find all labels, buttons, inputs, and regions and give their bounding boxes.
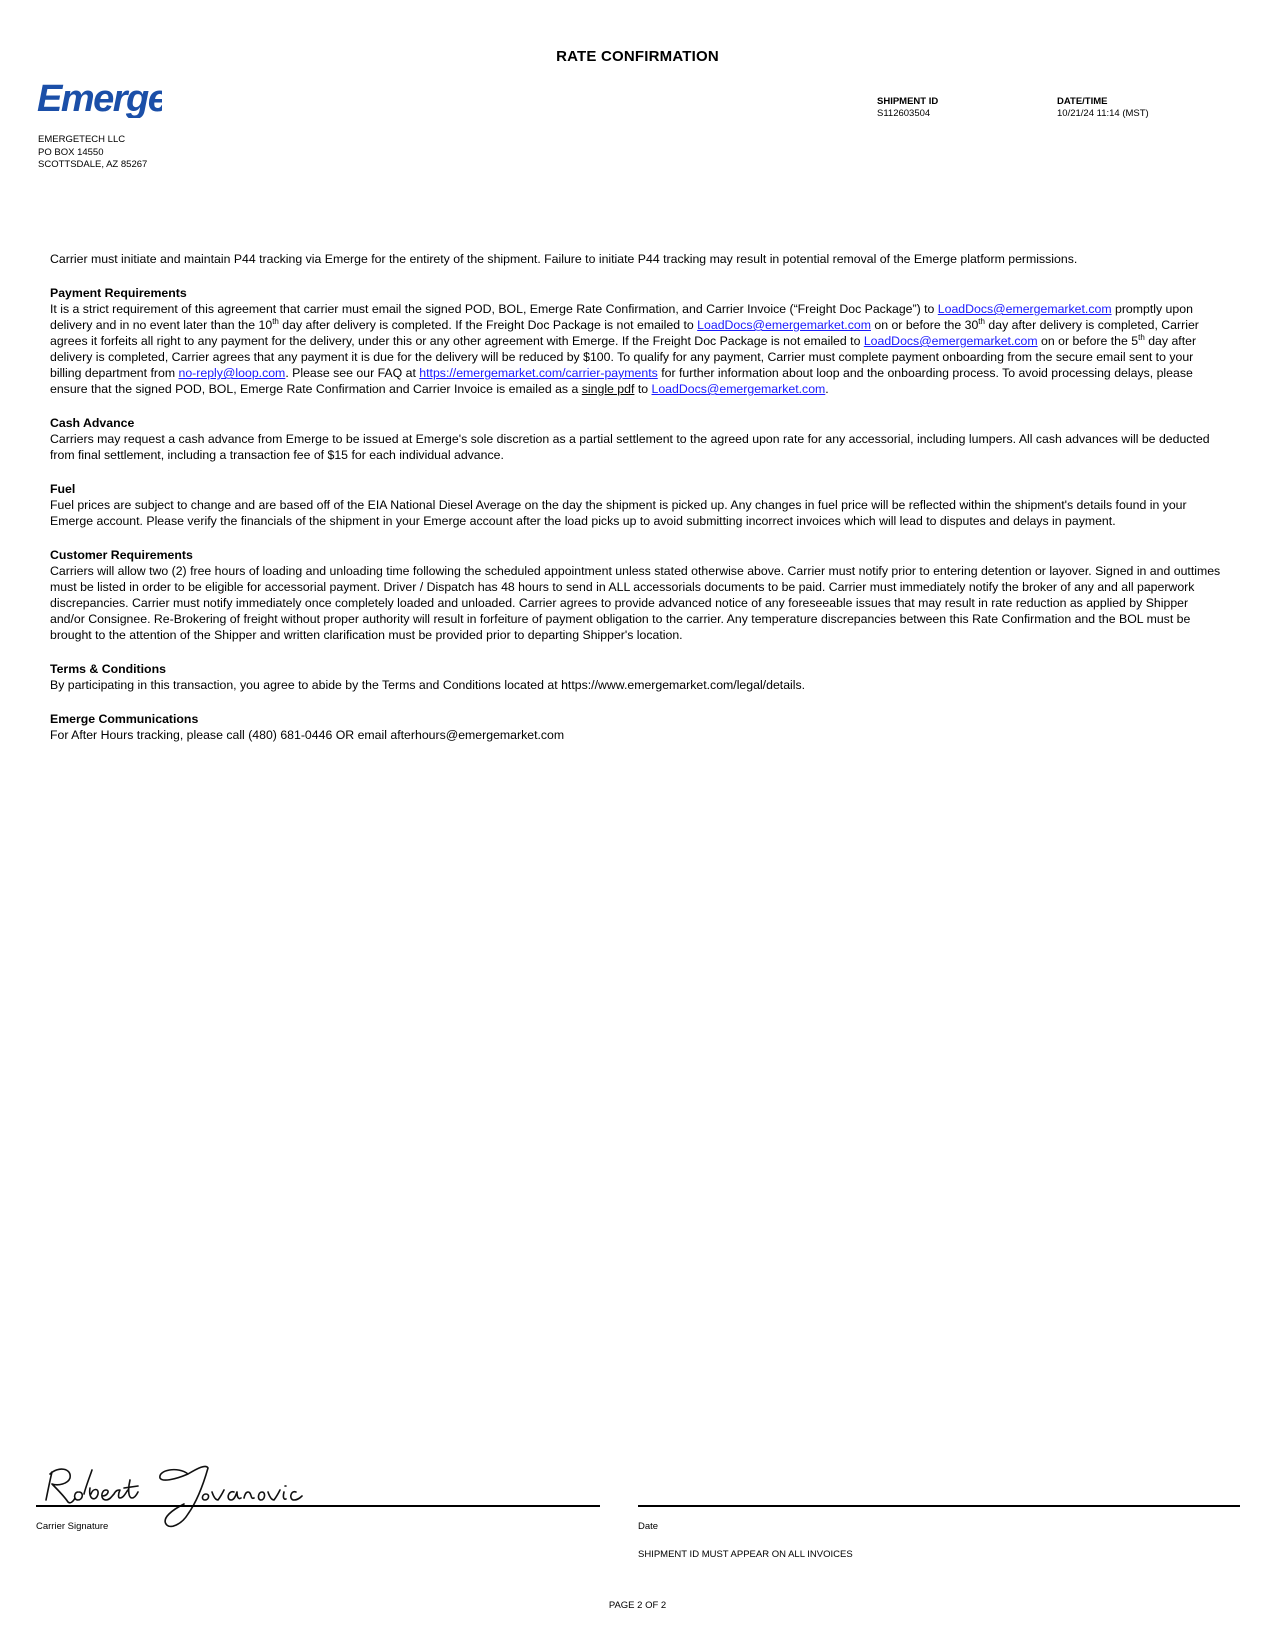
faq-link[interactable]: https://emergemarket.com/carrier-payments <box>419 366 658 380</box>
payment-text-part: promptly upon delivery and in no event later than the 10 <box>50 302 1193 332</box>
payment-text-part: It is a strict requirement of this agreement that carrier must email the signed POD, BOL, Emerge Rate Confirmation, and Carrier Invoice (“Freight Doc Package”) to <box>50 302 938 316</box>
shipment-id-block <box>877 96 938 120</box>
datetime-label: DATE/TIME <box>1057 96 1108 107</box>
cash-advance-section <box>50 415 1225 463</box>
terms-title: Terms & Conditions <box>50 662 166 676</box>
superscript-th: th <box>1138 332 1145 342</box>
document-title: RATE CONFIRMATION <box>556 48 719 65</box>
noreply-email-link[interactable]: no-reply@loop.com <box>178 366 286 380</box>
company-address <box>38 134 147 172</box>
cash-advance-text: Carriers may request a cash advance from Emerge to be issued at Emerge's sole discretion as a partial settlement to the agreed upon rate for any accessorial, including lumpers. All cash advances will be deducted from final settlement, including a transaction fee of $15 for each individual advance. <box>50 432 1210 462</box>
superscript-th: th <box>978 316 985 326</box>
datetime-block <box>1057 96 1149 120</box>
terms-text: By participating in this transaction, you agree to abide by the Terms and Conditions located at https://www.emergemarket.com/legal/details. <box>50 678 806 692</box>
payment-text-part: . <box>825 382 829 396</box>
payment-text-part: on or before the 5 <box>1037 334 1139 348</box>
payment-text-part: day after delivery is completed, Carrier agrees that any payment it is due for the delivery will be reduced by $100. To qualify for any payment, Carrier must complete payment onboarding from the secure email sent to your billing department from <box>50 334 1197 380</box>
payment-text-part: to <box>634 382 652 396</box>
customer-requirements-section <box>50 547 1225 643</box>
loaddocs-email-link[interactable]: LoadDocs@emergemarket.com <box>697 318 871 332</box>
page-number: PAGE 2 OF 2 <box>608 1600 667 1611</box>
loaddocs-email-link[interactable]: LoadDocs@emergemarket.com <box>937 302 1112 316</box>
payment-text-part: day after delivery is completed. If the Freight Doc Package is not emailed to <box>278 318 698 332</box>
shipment-id-label: SHIPMENT ID <box>877 96 939 107</box>
company-address-line2: SCOTTSDALE, AZ 85267 <box>38 159 148 170</box>
payment-requirements-text <box>50 301 1225 397</box>
communications-text: For After Hours tracking, please call (480) 681-0446 OR email afterhours@emergemarket.com <box>50 728 565 742</box>
fuel-section <box>50 481 1225 529</box>
loaddocs-email-link[interactable]: LoadDocs@emergemarket.com <box>651 382 826 396</box>
payment-text-part: . Please see our FAQ at <box>285 366 420 380</box>
carrier-signature-line <box>36 1505 600 1507</box>
datetime-value: 10/21/24 11:14 (MST) <box>1057 108 1149 119</box>
logo-text: Emerge <box>37 78 162 118</box>
payment-text-part: for further information about loop and the onboarding process. To avoid processing delays, please ensure that the signed POD, BOL, Emerge Rate Confirmation and Carrier Invoice is emailed as a <box>50 366 1193 396</box>
shipment-id-value: S112603504 <box>877 108 931 119</box>
document-body <box>50 251 1225 743</box>
customer-requirements-title: Customer Requirements <box>50 548 193 562</box>
company-address-line1: PO BOX 14550 <box>38 146 104 158</box>
superscript-th: th <box>272 316 279 326</box>
fuel-text: Fuel prices are subject to change and are based off of the EIA National Diesel Average on the day the shipment is picked up. Any changes in fuel price will be reflected within the shipment's details found in your Emerge account. Please verify the financials of the shipment in your Emerge account after the load picks up to avoid submitting incorrect invoices which will lead to disputes and delays in payment. <box>50 498 1187 528</box>
cash-advance-title: Cash Advance <box>50 416 135 430</box>
date-line <box>638 1505 1240 1507</box>
customer-requirements-text: Carriers will allow two (2) free hours of loading and unloading time following the scheduled appointment unless stated otherwise above. Carrier must notify prior to entering detention or layover. Signed in and outtimes must be listed in order to be eligible for accessorial payment. Driver / Dispatch has 48 hours to send in ALL accessorials documents to be paid. Carrier must immediately notify the broker of any and all paperwork discrepancies. Carrier must notify immediately once completely loaded and unloaded. Carrier agrees to provide advanced notice of any foreseeable issues that may result in rate reduction as applied by Shipper and/or Consignee. Re-Brokering of freight without proper authority will result in forfeiture of payment obligation to the carrier. Any temperature discrepancies between this Rate Confirmation and the BOL must be brought to the attention of the Shipper and written clarification must be provided prior to departing Shipper's location. <box>50 564 1221 642</box>
communications-title: Emerge Communications <box>50 712 199 726</box>
payment-text-part: on or before the 30 <box>870 318 979 332</box>
loaddocs-email-link[interactable]: LoadDocs@emergemarket.com <box>863 334 1038 348</box>
payment-requirements-title: Payment Requirements <box>50 286 187 300</box>
date-label: Date <box>638 1521 659 1532</box>
payment-requirements-section <box>50 285 1225 397</box>
carrier-signature-label: Carrier Signature <box>36 1521 109 1532</box>
communications-section <box>50 711 1225 743</box>
single-pdf-text: single pdf <box>581 382 635 396</box>
payment-text-part: day after delivery is completed, Carrier agrees it forfeits all right to any payment for the delivery, under this or any other agreement with Emerge. If the Freight Doc Package is not emailed to <box>50 318 1199 348</box>
invoice-notice: SHIPMENT ID MUST APPEAR ON ALL INVOICES <box>638 1549 853 1560</box>
intro-paragraph: Carrier must initiate and maintain P44 tracking via Emerge for the entirety of the shipment. Failure to initiate P44 tracking may result in potential removal of the Emerge platform permissions. <box>50 252 1078 266</box>
terms-section <box>50 661 1225 693</box>
company-name: EMERGETECH LLC <box>38 134 126 145</box>
fuel-title: Fuel <box>50 482 76 496</box>
emerge-logo <box>37 78 162 123</box>
